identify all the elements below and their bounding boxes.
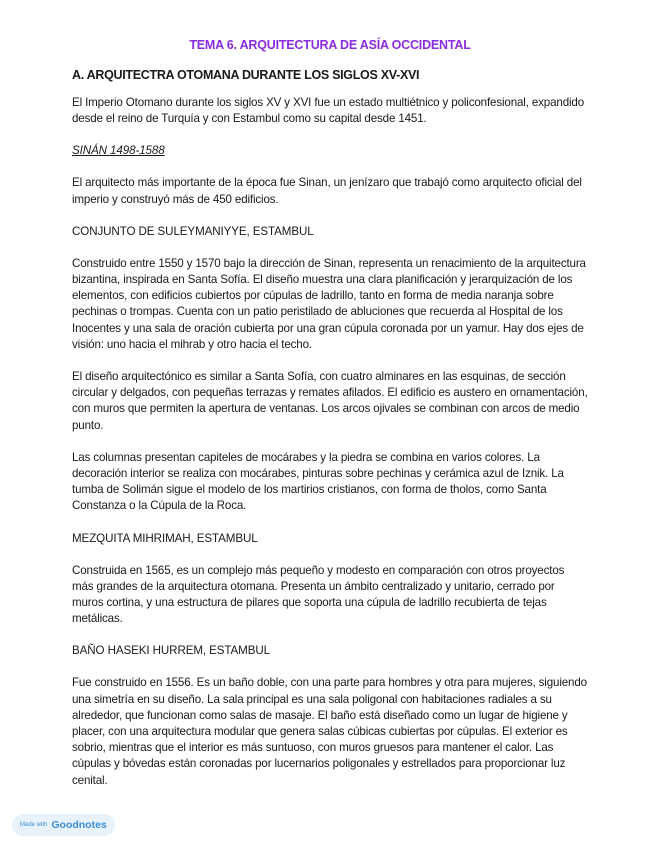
paragraph: Las columnas presentan capiteles de mocárabes y la piedra se combina en varios colores. La decoración interior se realiza con mocárabes, pinturas sobre pechinas y cerámica azul de Iznik. La tumba de Solimán sigue el modelo de los martirios cristianos, con forma de tholos, como Santa Constanza o la Cúpula de la Roca. [72, 450, 564, 513]
paragraph: Construida en 1565, es un complejo más pequeño y modesto en comparación con otros proyectos más grandes de la arquitectura otomana. Presenta un ámbito centralizado y unitario, cerrado por muros cortina, y una estructura de pilares que soporta una cúpula de ladrillo recubierta de tejas metálicas. [72, 563, 565, 626]
watermark-brand: Goodnotes [51, 819, 107, 831]
author-heading: SINÁN 1498-1588 [72, 144, 165, 158]
page-title: TEMA 6. ARQUITECTURA DE ASÍA OCCIDENTAL [189, 38, 471, 52]
intro-paragraph: El Imperio Otomano durante los siglos XV y XVI fue un estado multiétnico y policonfesional, expandido desde el reino de Turquía y con Estambul como su capital desde 1451. [72, 96, 585, 126]
section-heading-mihrimah: MEZQUITA MIHRIMAH, ESTAMBUL [72, 531, 258, 545]
goodnotes-watermark [12, 814, 115, 836]
watermark-prefix: Made with [20, 822, 48, 828]
section-heading-haseki-hurrem: BAÑO HASEKI HURREM, ESTAMBUL [72, 644, 270, 658]
paragraph: Construido entre 1550 y 1570 bajo la dirección de Sinan, representa un renacimiento de la arquitectura bizantina, inspirada en Santa Sofía. El diseño muestra una clara planificación y jerarquización de los elementos, con edificios cubiertos por cúpulas de ladrillo, tanto en forma de media naranja sobre pechinas o trompas. Cuenta con un patio peristilado de abluciones que recuerda al Hospital de los Inocentes y una sala de oración cubierta por una gran cúpula coronada por un yamur. Hay dos ejes de visión: uno hacia el mihrab y otro hacia el techo. [72, 256, 586, 351]
document-page [72, 38, 588, 789]
paragraph: Fue construido en 1556. Es un baño doble, con una parte para hombres y otra para mujeres, siguiendo una simetría en su diseño. La sala principal es una sala poligonal con habitaciones radiales a su alrededor, que funcionan como salas de masaje. El baño está diseñado como un lugar de higiene y placer, con una arquitectura modular que genera salas cúbicas cubiertas por cúpulas. El exterior es sobrio, mientras que el interior es más suntuoso, con muros gruesos para mantener el calor. Las cúpulas y bóvedas están coronadas por lucernarios poligonales y estrellados para proporcionar luz cenital. [72, 676, 587, 787]
section-heading-suleymaniyye: CONJUNTO DE SULEYMANIYYE, ESTAMBUL [72, 224, 314, 238]
paragraph: El diseño arquitectónico es similar a Santa Sofía, con cuatro alminares en las esquinas, de sección circular y delgados, con pequeñas terrazas y remates afilados. El edificio es austero en ornamentación, con muros que permiten la apertura de ventanas. Los arcos ojivales se combinan con arcos de medio punto. [72, 370, 588, 432]
section-subtitle: A. ARQUITECTRA OTOMANA DURANTE LOS SIGLOS XV-XVI [72, 68, 420, 82]
author-paragraph: El arquitecto más importante de la época fue Sinan, un jenízaro que trabajó como arquitecto oficial del imperio y construyó más de 450 edificios. [72, 176, 582, 206]
